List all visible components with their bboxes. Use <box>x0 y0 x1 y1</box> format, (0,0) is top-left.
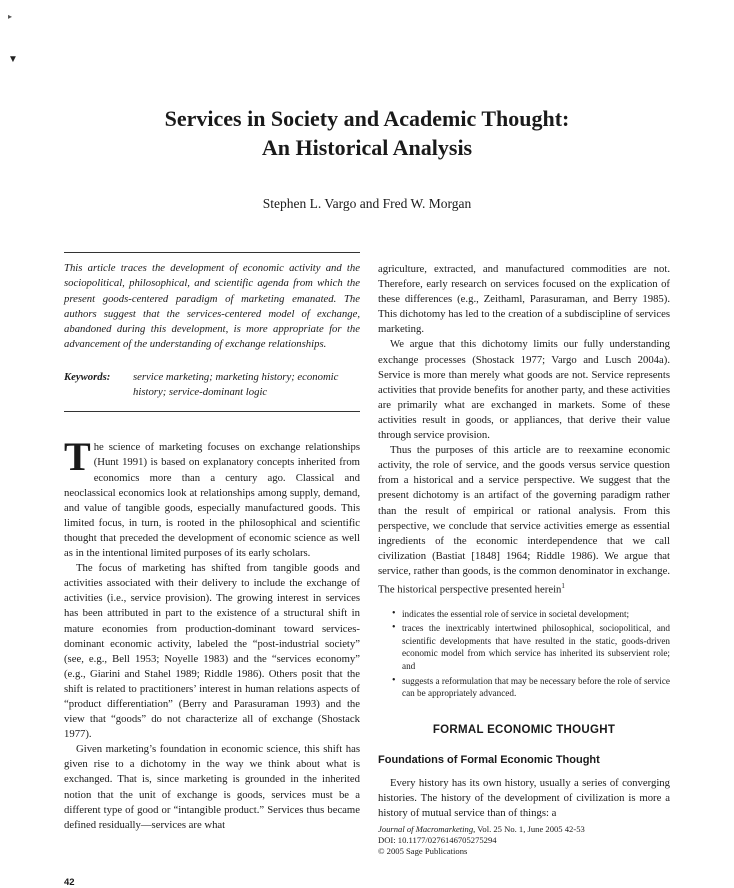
title-line-1: Services in Society and Academic Thought: <box>164 106 570 131</box>
abstract-bottom-rule <box>64 411 360 412</box>
list-item-text: suggests a reformulation that may be necessary before the role of service can be appropriately advanced. <box>402 675 670 699</box>
title-line-2: An Historical Analysis <box>261 135 473 160</box>
paragraph-text: Thus the purposes of this article are to reexamine economic activity, the role of service, and the goods versus service question from a historical and a service perspective. We suggest that the present dichotomy is an artifact of the governing paradigm rather than the result of empirical or rational analysis. From this perspective, we conclude that service activities emerge as essential ingredients of the economic interdependence that we call civilization (Bastiat [1848] 1964; Riddle 1986). We argue that service, rather than goods, is the common denominator in exchange. The historical perspective presented herein <box>378 444 670 596</box>
publication-footer <box>378 824 670 857</box>
bullet-icon: • <box>392 674 396 686</box>
copyright: © 2005 Sage Publications <box>378 846 468 856</box>
list-item-text: indicates the essential role of service in societal development; <box>402 608 630 619</box>
keywords-value: service marketing; marketing history; economic history; service-dominant logic <box>133 370 339 399</box>
doi: DOI: 10.1177/0276146705275294 <box>378 835 497 845</box>
page-number: 42 <box>64 877 75 888</box>
bullet-list <box>378 608 670 700</box>
drop-cap: T <box>64 434 91 480</box>
body-paragraph <box>378 443 670 598</box>
paragraph-text: he science of marketing focuses on exchange relationships (Hunt 1991) is based on explanatory concepts inherited from economics more than a century ago. Classical and neoclassical economics look at relationships among supply, demand, and value of tangible goods, especially manufactured goods. This limited focus, in turn, is rooted in the philosophical and scientific thought that preceded the development of economic science as well as in the intentional limited purposes of its early scholars. <box>64 441 360 560</box>
subsection-heading: Foundations of Formal Economic Thought <box>378 753 600 766</box>
article-title <box>0 104 734 162</box>
keywords <box>64 370 360 401</box>
journal-name: Journal of Macromarketing, <box>378 824 476 834</box>
body-paragraph: We argue that this dichotomy limits our fully understanding exchange processes (Shostack 1977; Vargo and Lusch 2004a). Service is more than merely what goods are not. Service represents activities that provide benefits for another party, and these activities are primarily what are exchanged in markets. Some of these activities result in goods, or appliances, that derive their value through service provision. <box>378 338 670 442</box>
bullet-icon: • <box>392 607 396 619</box>
body-paragraph <box>64 434 360 561</box>
list-item <box>392 608 670 621</box>
abstract: This article traces the development of economic activity and the sociopolitical, philosophical, and scientific agenda from which the present goods-centered paradigm of marketing emanated. The authors suggest that the services-centered model of exchange, abandoned during this development, is more appropriate for the advancement of the understanding of exchange relationships. <box>64 262 360 351</box>
margin-mark: ▸ <box>8 12 13 21</box>
body-paragraph: The focus of marketing has shifted from tangible goods and activities associated with their delivery to include the exchange of activities (i.e., service provision). The growing interest in services has been attributed in part to the existence of a structural shift in mature economies from production-dominant toward services-dominant economic activity, labeled the “post-industrial society” (see, e.g., Bell 1953; Noyelle 1983) and the “services economy” (e.g., Giarini and Stahel 1989; Riddle 1986). Others posit that the shift is related to practitioners’ interest in human relations aspects of “product differentiation” (Berry and Parasuraman 1993) and the view that “goods” do not characterize all of exchange (Shostack 1977). <box>64 562 360 741</box>
section-heading: FORMAL ECONOMIC THOUGHT <box>432 723 616 736</box>
bullet-icon: • <box>392 622 396 634</box>
footnote-marker: 1 <box>561 581 565 590</box>
list-item <box>392 622 670 672</box>
journal-citation <box>378 824 670 835</box>
left-column <box>64 252 360 833</box>
keywords-label: Keywords: <box>64 370 111 383</box>
abstract-top-rule <box>64 252 360 253</box>
list-item-text: traces the inextricably intertwined philosophical, sociopolitical, and scientific developments that have resulted in the static, goods-driven economic model from which service has inherited its subservient role; and <box>402 623 670 671</box>
body-paragraph: Given marketing’s foundation in economic science, this shift has given rise to a dichotomy in the way we think about what is exchanged. That is, since marketing is grounded in the inherited notion that the unit of exchange is goods, services must be a different type of good or “intangible product.” Services thus became defined residually—services are what <box>64 743 360 831</box>
journal-volume: Vol. 25 No. 1, June 2005 42-53 <box>475 824 585 834</box>
body-paragraph: Every history has its own history, usually a series of converging histories. The history of the development of civilization is more a history of mutual service than of things: a <box>378 776 670 819</box>
list-item <box>392 675 670 700</box>
margin-mark: ▼ <box>8 54 18 65</box>
right-column <box>378 262 670 821</box>
body-paragraph: agriculture, extracted, and manufactured commodities are not. Therefore, early research on services focused on the explication of these differences (e.g., Zeithaml, Parasuraman, and Berry 1985). This dichotomy has led to the creation of a subdiscipline of services marketing. <box>378 263 670 336</box>
article-authors: Stephen L. Vargo and Fred W. Morgan <box>262 196 472 211</box>
